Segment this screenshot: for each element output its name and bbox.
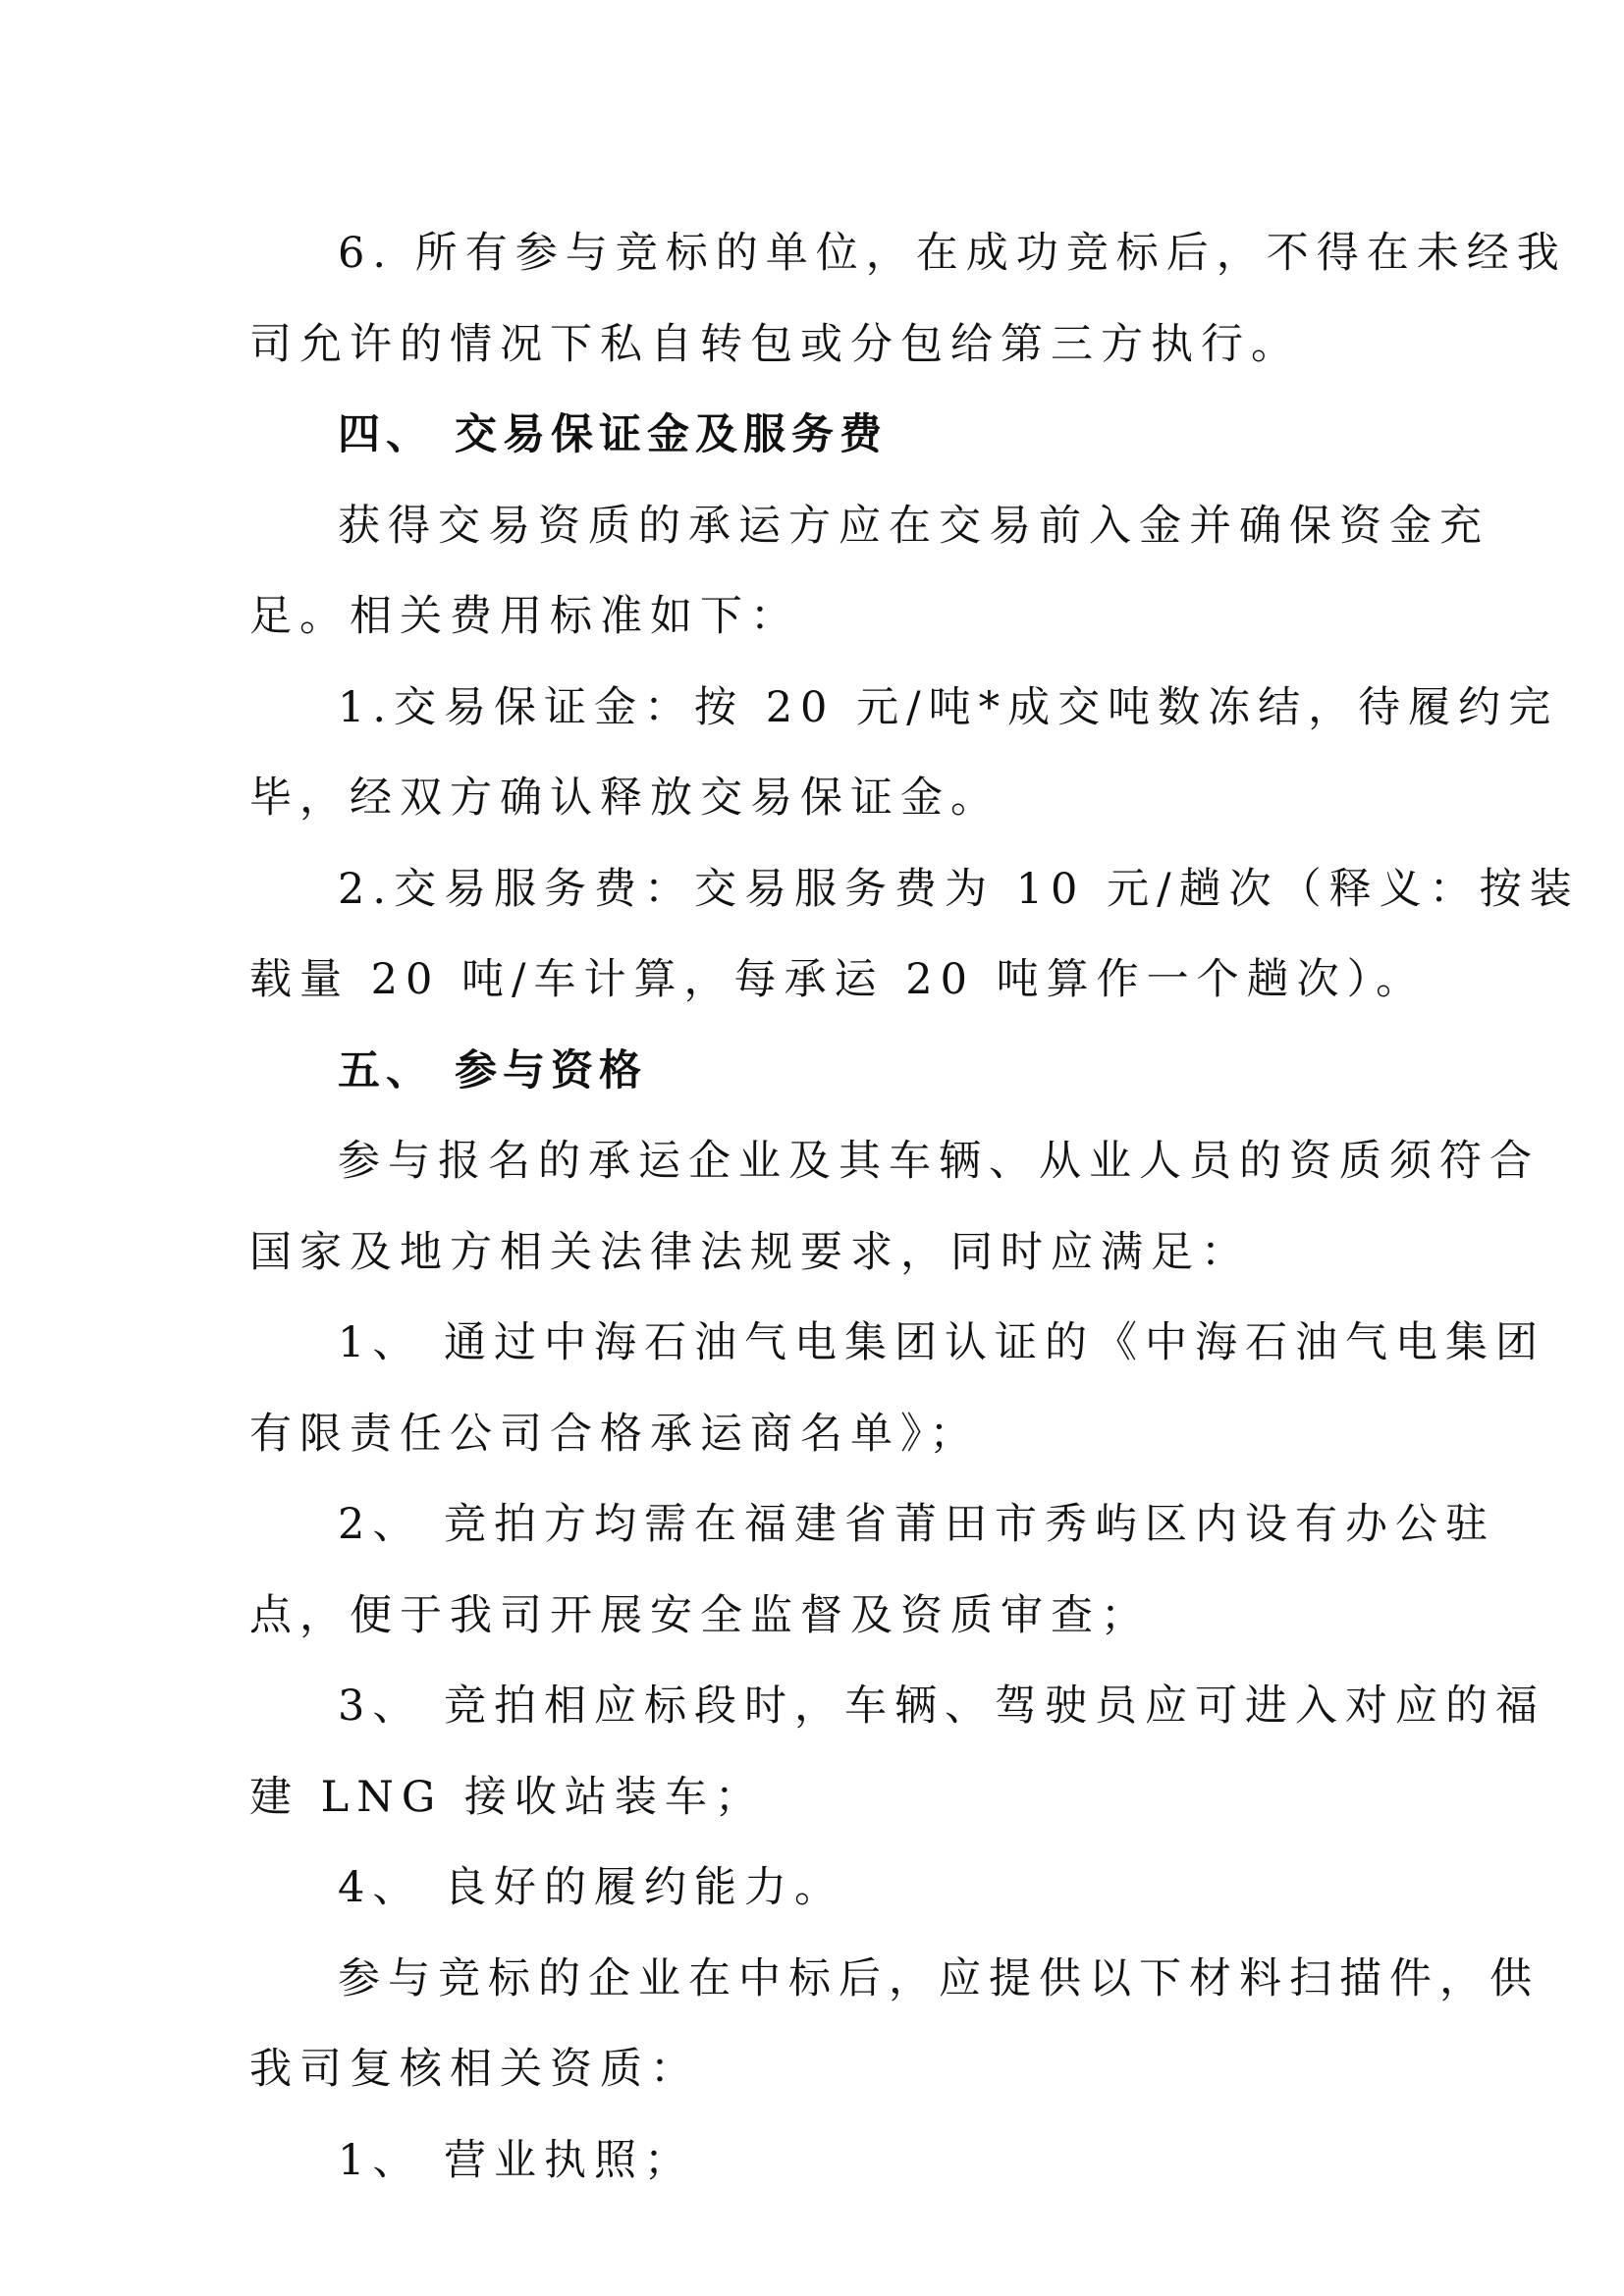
list-item-line: 3、 竞拍相应标段时，车辆、驾驶员应可进入对应的福 xyxy=(338,1682,1546,1731)
list-item-line: 建 LNG 接收站装车； xyxy=(249,1772,765,1822)
paragraph-line: 2.交易服务费：交易服务费为 10 元/趟次（释义：按装 xyxy=(338,864,1580,914)
list-item-line: 1、 通过中海石油气电集团认证的《中海石油气电集团 xyxy=(338,1318,1546,1367)
list-item-line: 1、 营业执照； xyxy=(338,2135,695,2185)
paragraph-line: 载量 20 吨/车计算，每承运 20 吨算作一个趟次）。 xyxy=(249,955,1427,1004)
document-body xyxy=(249,208,1580,2206)
paragraph-line: 6. 所有参与竞标的单位，在成功竞标后，不得在未经我 xyxy=(338,229,1567,278)
paragraph-line: 获得交易资质的承运方应在交易前入金并确保资金充 xyxy=(338,501,1489,551)
paragraph-line: 毕，经双方确认释放交易保证金。 xyxy=(249,774,1001,823)
section-heading-4: 四、 交易保证金及服务费 xyxy=(338,410,888,459)
paragraph-line: 参与竞标的企业在中标后，应提供以下材料扫描件，供 xyxy=(338,1953,1540,2003)
list-item-line: 点，便于我司开展安全监督及资质审查； xyxy=(249,1590,1151,1640)
paragraph-line: 足。相关费用标准如下： xyxy=(249,592,800,641)
section-heading-5: 五、 参与资格 xyxy=(338,1045,647,1095)
paragraph-line: 司允许的情况下私自转包或分包给第三方执行。 xyxy=(249,319,1301,369)
list-item-line: 4、 良好的履约能力。 xyxy=(338,1863,845,1912)
paragraph-line: 我司复核相关资质： xyxy=(249,2045,700,2094)
list-item-line: 2、 竞拍方均需在福建省莆田市秀屿区内设有办公驻 xyxy=(338,1500,1496,1549)
list-item-line: 有限责任公司合格承运商名单》； xyxy=(249,1409,980,1459)
paragraph-line: 1.交易保证金：按 20 元/吨*成交吨数冻结，待履约完 xyxy=(338,682,1559,732)
paragraph-line: 参与报名的承运企业及其车辆、从业人员的资质须符合 xyxy=(338,1137,1540,1186)
paragraph-line: 国家及地方相关法律法规要求，同时应满足： xyxy=(249,1227,1251,1277)
